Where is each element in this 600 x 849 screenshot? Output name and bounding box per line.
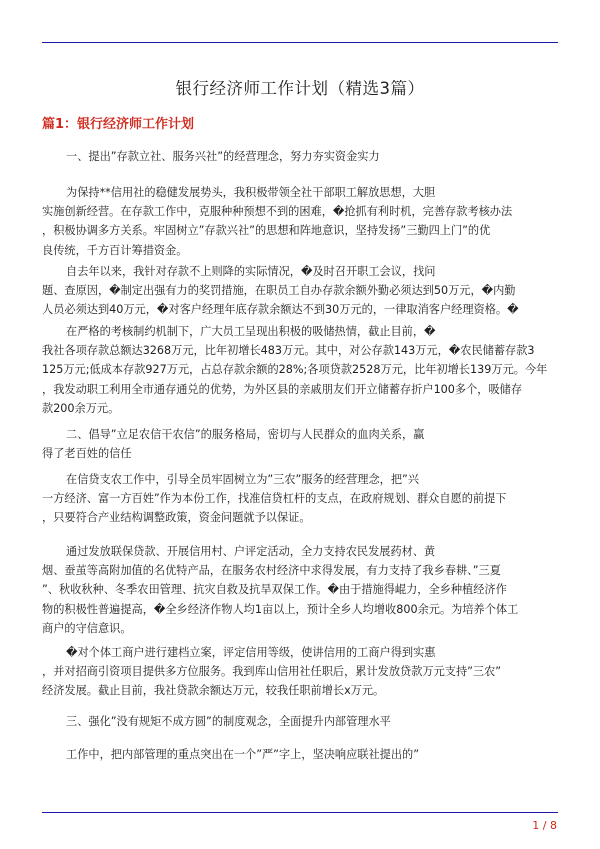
header-rule: [42, 42, 558, 43]
footer-rule: [42, 812, 558, 813]
text-line: ”、秋收秋种、冬季农田管理、抗灾自救及抗旱双保工作。�由于措施得崐力，全乡种植经济作: [42, 583, 507, 597]
text-line: 工作中，把内部管理的重点突出在一个”严”字上，坚决响应联社提出的”: [66, 748, 420, 761]
paragraph: [42, 643, 558, 701]
text-line: 题、查原因，�制定出强有力的奖罚措施，在职员工自办存款余额外勤必须达到50万元，�内勤: [42, 284, 516, 298]
paragraph: [42, 147, 558, 166]
text-line: 为保持**信用社的稳健发展势头，我积极带领全社干部职工解放思想，大胆: [66, 186, 436, 199]
text-line: 得了老百姓的信任: [42, 447, 132, 461]
text-line: 经济发展。截止目前，我社贷款余额达万元，较我任职前增长x万元。: [42, 684, 385, 698]
text-line: 款200余万元。: [42, 401, 120, 415]
paragraph: [42, 425, 558, 463]
paragraph: [42, 183, 558, 260]
text-line: 自去年以来，我针对存款不上则降的实际情况，�及时召开职工会议，找问: [66, 265, 436, 278]
text-line: ，我发动职工利用全市通存通兑的优势，为外区县的亲戚朋友们开立储蓄存折户100多个，吸储存: [42, 382, 523, 396]
text-line: 通过发放联保贷款、开展信用村、户评定活动，全力支持农民发展药材、黄: [66, 545, 436, 558]
paragraph: [42, 542, 558, 638]
paragraph: [42, 470, 558, 528]
paragraph: [42, 712, 558, 731]
text-line: 在信贷支农工作中，引导全员牢固树立为”三农”服务的经营理念，把”兴: [66, 473, 420, 486]
text-line: 一、提出”存款立社、服务兴社”的经营理念，努力夯实资金实力: [66, 150, 380, 163]
text-line: 我社各项存款总额达3268万元，比年初增长483万元。其中，对公存款143万元，�农民储蓄存款3: [42, 344, 535, 358]
text-line: 良传统，千方百计筹措资金。: [42, 243, 188, 257]
text-line: 一方经济、富一方百姓”作为本份工作，找准信贷杠杆的支点，在政府规划、群众自愿的前提下: [42, 492, 507, 506]
text-line: �对个体工商户进行建档立案，评定信用等级，使讲信用的工商户得到实惠: [66, 646, 436, 659]
page-number: 1 / 8: [532, 819, 557, 832]
text-line: 人员必须达到40万元，�对客户经理年底存款余额达不到30万元的，一律取消客户经理资格。�: [42, 303, 519, 317]
text-line: 三、强化”没有规矩不成方圆”的制度观念，全面提升内部管理水平: [66, 715, 391, 728]
paragraph: [42, 322, 558, 418]
paragraph: [42, 262, 558, 320]
text-line: 二、倡导”立足农信干农信”的服务格局，密切与人民群众的血肉关系，赢: [66, 428, 425, 441]
text-line: 125万元;低成本存款927万元，占总存款余额的28%;各项贷款2528万元，比年初增长139万元。今年: [42, 363, 548, 377]
text-line: 物的积极性普遍提高，�全乡经济作物人均1亩以上，预计全乡人均增收800余元。为培养个体工: [42, 602, 519, 616]
text-line: 商户的守信意识。: [42, 621, 132, 635]
text-line: 在严格的考核制约机制下，广大员工呈现出积极的吸储热情，截止目前，�: [66, 325, 436, 338]
section-title: 篇1：银行经济师工作计划: [42, 117, 195, 132]
page-title: 银行经济师工作计划（精选3篇）: [175, 79, 425, 98]
text-line: ，积极协调多方关系。牢固树立”存款兴社”的思想和阵地意识，坚持发扬”三勤四上门”的优: [42, 224, 491, 238]
text-line: ，只要符合产业结构调整政策，资金问题就予以保证。: [42, 511, 311, 525]
text-line: 实施创新经营。在存款工作中，克服种种预想不到的困难，�抢抓有利时机，完善存款考核办法: [42, 205, 513, 219]
text-line: ，并对招商引资项目提供多方位服务。我到库山信用社任职后，累计发放贷款万元支持”三农”: [42, 665, 502, 679]
text-line: 烟、蚕茧等高附加值的名优特产品，在服务农村经济中求得发展，有力支持了我乡春耕、”三夏: [42, 564, 501, 578]
paragraph: [42, 745, 558, 764]
